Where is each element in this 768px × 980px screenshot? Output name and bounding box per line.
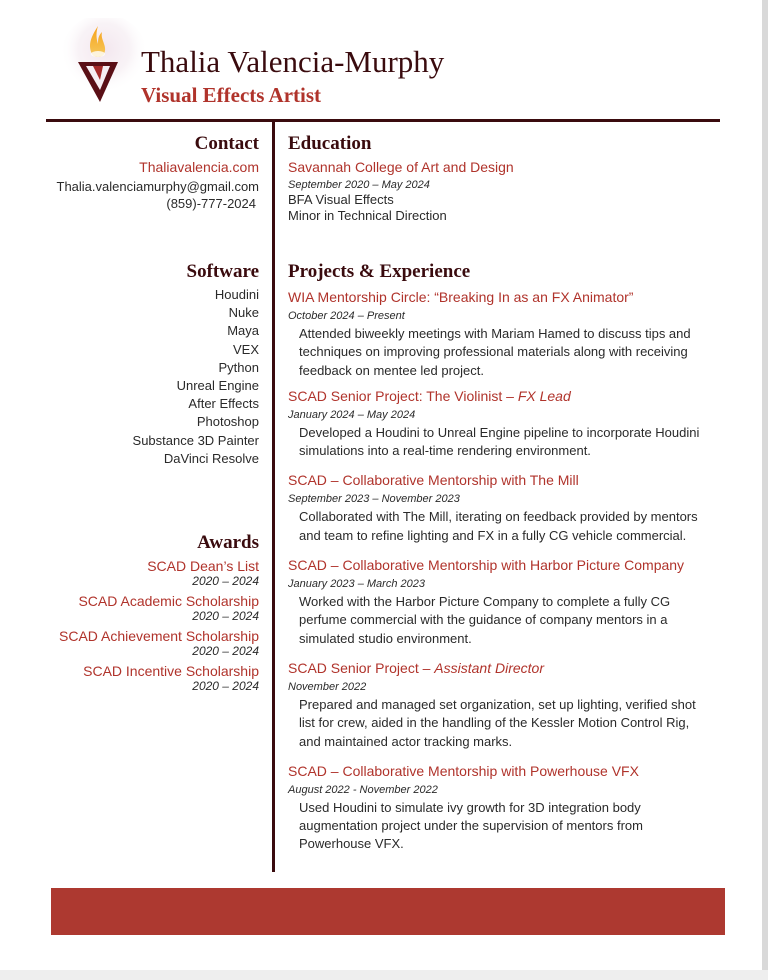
project-title: WIA Mentorship Circle: “Breaking In as an FX Animator” [288,289,634,305]
project-description: Worked with the Harbor Picture Company to complete a fully CG perfume commercial with the guidance of company mentors in a simulated studio environment. [299,594,671,646]
degree: BFA Visual Effects [288,192,394,207]
column-divider [272,122,275,872]
project-entry [288,557,708,648]
applicant-name: Thalia Valencia-Murphy [141,44,445,79]
software-item: Photoshop [196,414,259,430]
software-heading: Software [186,261,259,282]
projects-section [288,261,708,854]
software-item: VEX [232,341,259,357]
software-item: DaVinci Resolve [163,450,259,466]
minor: Minor in Technical Direction [288,208,447,223]
page-edge-shadow [762,0,768,980]
award-dates: 2020 – 2024 [192,679,259,693]
email-address[interactable]: Thalia.valenciamurphy@gmail.com [56,179,259,194]
project-description: Attended biweekly meetings with Mariam Hamed to discuss tips and techniques on improving professional materials along with receiving feedback on mentee led project. [299,326,691,378]
project-title: SCAD Senior Project: The Violinist – FX Lead [288,387,571,404]
award-name: SCAD Academic Scholarship [78,593,259,609]
project-entry [288,388,708,461]
education-heading: Education [288,133,372,154]
projects-heading: Projects & Experience [288,261,471,282]
project-entry [288,763,708,854]
project-title: SCAD Senior Project – Assistant Director [288,659,544,676]
project-dates: September 2023 – November 2023 [288,493,460,506]
project-entry [288,289,708,380]
header-divider [46,119,720,122]
project-dates: November 2022 [288,680,367,693]
award-dates: 2020 – 2024 [192,574,259,588]
contact-heading: Contact [194,133,259,154]
project-entry [288,472,708,545]
page-bottom-margin [0,970,768,980]
software-item: Python [218,359,259,375]
project-title: SCAD – Collaborative Mentorship with The Mill [288,472,579,489]
awards-heading: Awards [197,532,259,553]
project-dates: January 2023 – March 2023 [288,578,425,591]
project-description: Used Houdini to simulate ivy growth for 3D integration body augmentation project under the supervision of mentors from Powerhouse VFX. [299,799,643,852]
project-description: Developed a Houdini to Unreal Engine pipeline to incorporate Houdini simulations into a real-time rendering environment. [299,424,700,459]
award-name: SCAD Incentive Scholarship [83,663,259,679]
contact-section [40,133,259,211]
project-title: SCAD – Collaborative Mentorship with Harbor Picture Company [288,557,685,574]
education-dates: September 2020 – May 2024 [288,179,430,191]
award-dates: 2020 – 2024 [192,609,259,623]
project-title: SCAD – Collaborative Mentorship with Powerhouse VFX [288,762,639,779]
software-item: Houdini [214,287,259,302]
software-item: Maya [227,323,259,339]
footer-bar [51,888,725,935]
project-dates: August 2022 - November 2022 [288,783,438,796]
school-name: Savannah College of Art and Design [288,159,514,175]
project-description: Collaborated with The Mill, iterating on feedback provided by mentors and team to refine lighting and FX in a fully CG vehicle commercial. [299,509,698,543]
awards-section [40,532,259,693]
education-section [288,133,708,224]
award-name: SCAD Dean’s List [147,558,259,574]
applicant-title: Visual Effects Artist [141,83,322,107]
software-item: Substance 3D Painter [132,432,259,448]
phone-number: (859)-777-2024 [166,196,256,211]
project-dates: October 2024 – Present [288,310,405,322]
software-item: Unreal Engine [176,378,259,394]
project-dates: January 2024 – May 2024 [288,408,416,421]
software-item: After Effects [188,396,259,412]
website-link[interactable]: Thaliavalencia.com [139,159,259,175]
software-section [40,261,259,468]
project-entry [288,660,708,751]
project-description: Prepared and managed set organization, set up lighting, verified shot list for crew, aided in the handling of the Kessler Motion Control Rig, and maintained actor tracking marks. [299,696,696,749]
software-item: Nuke [228,305,259,321]
award-dates: 2020 – 2024 [192,644,259,658]
award-name: SCAD Achievement Scholarship [59,628,259,644]
